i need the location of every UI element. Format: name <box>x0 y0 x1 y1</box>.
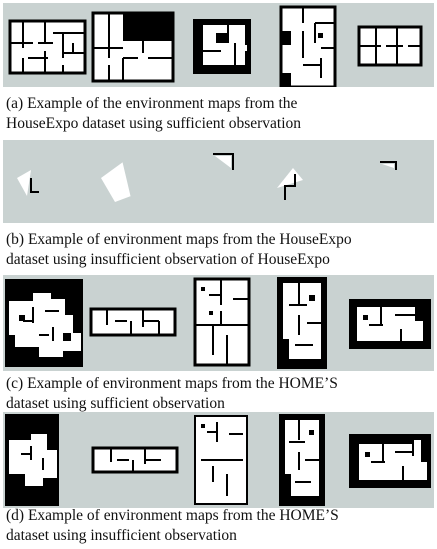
map-b4 <box>277 168 303 200</box>
map-c4 <box>277 277 327 369</box>
map-c2 <box>91 309 175 335</box>
map-a1 <box>10 21 85 73</box>
map-b5 <box>380 162 396 170</box>
caption-c-line-1: (c) Example of environment maps from the HOME’S <box>6 375 338 392</box>
map-d2 <box>93 448 177 472</box>
caption-b <box>6 230 434 270</box>
caption-a-line-2: HouseExpo dataset using sufficient observation <box>6 115 302 132</box>
caption-b-line-1: (b) Example of environment maps from the HouseExpo <box>6 231 352 248</box>
map-strip-houseexpo-insufficient <box>3 140 434 223</box>
caption-c <box>6 374 434 414</box>
caption-c-line-2: dataset using sufficient observation <box>6 395 225 412</box>
caption-a <box>6 94 434 134</box>
map-strip-b-graphic <box>3 140 434 223</box>
map-a5 <box>359 27 421 65</box>
caption-a-line-1: (a) Example of the environment maps from the <box>6 95 298 112</box>
map-a4 <box>281 7 335 87</box>
map-strip-a-graphic <box>3 3 434 87</box>
map-b2 <box>101 162 131 202</box>
map-a3 <box>193 19 251 74</box>
map-b3 <box>213 154 233 170</box>
caption-d-line-2: dataset using insufficient observation <box>6 527 237 544</box>
map-d3 <box>195 416 247 504</box>
map-d1 <box>5 414 59 506</box>
map-a2 <box>93 13 173 81</box>
map-strip-homes-insufficient <box>3 412 434 508</box>
map-strip-c-graphic <box>3 275 434 371</box>
map-d4 <box>279 414 325 506</box>
map-c1 <box>5 279 83 367</box>
map-strip-homes-sufficient <box>3 275 434 371</box>
map-d5 <box>349 434 431 488</box>
map-c5 <box>349 299 431 349</box>
map-strip-houseexpo-sufficient <box>3 3 434 87</box>
map-strip-d-graphic <box>3 412 434 508</box>
caption-d-line-1: (d) Example of environment maps from the HOME’S <box>6 507 339 524</box>
caption-d <box>6 506 434 546</box>
map-c3 <box>195 279 249 365</box>
map-b1 <box>17 170 39 196</box>
caption-b-line-2: dataset using insufficient observation of HouseExpo <box>6 251 330 268</box>
